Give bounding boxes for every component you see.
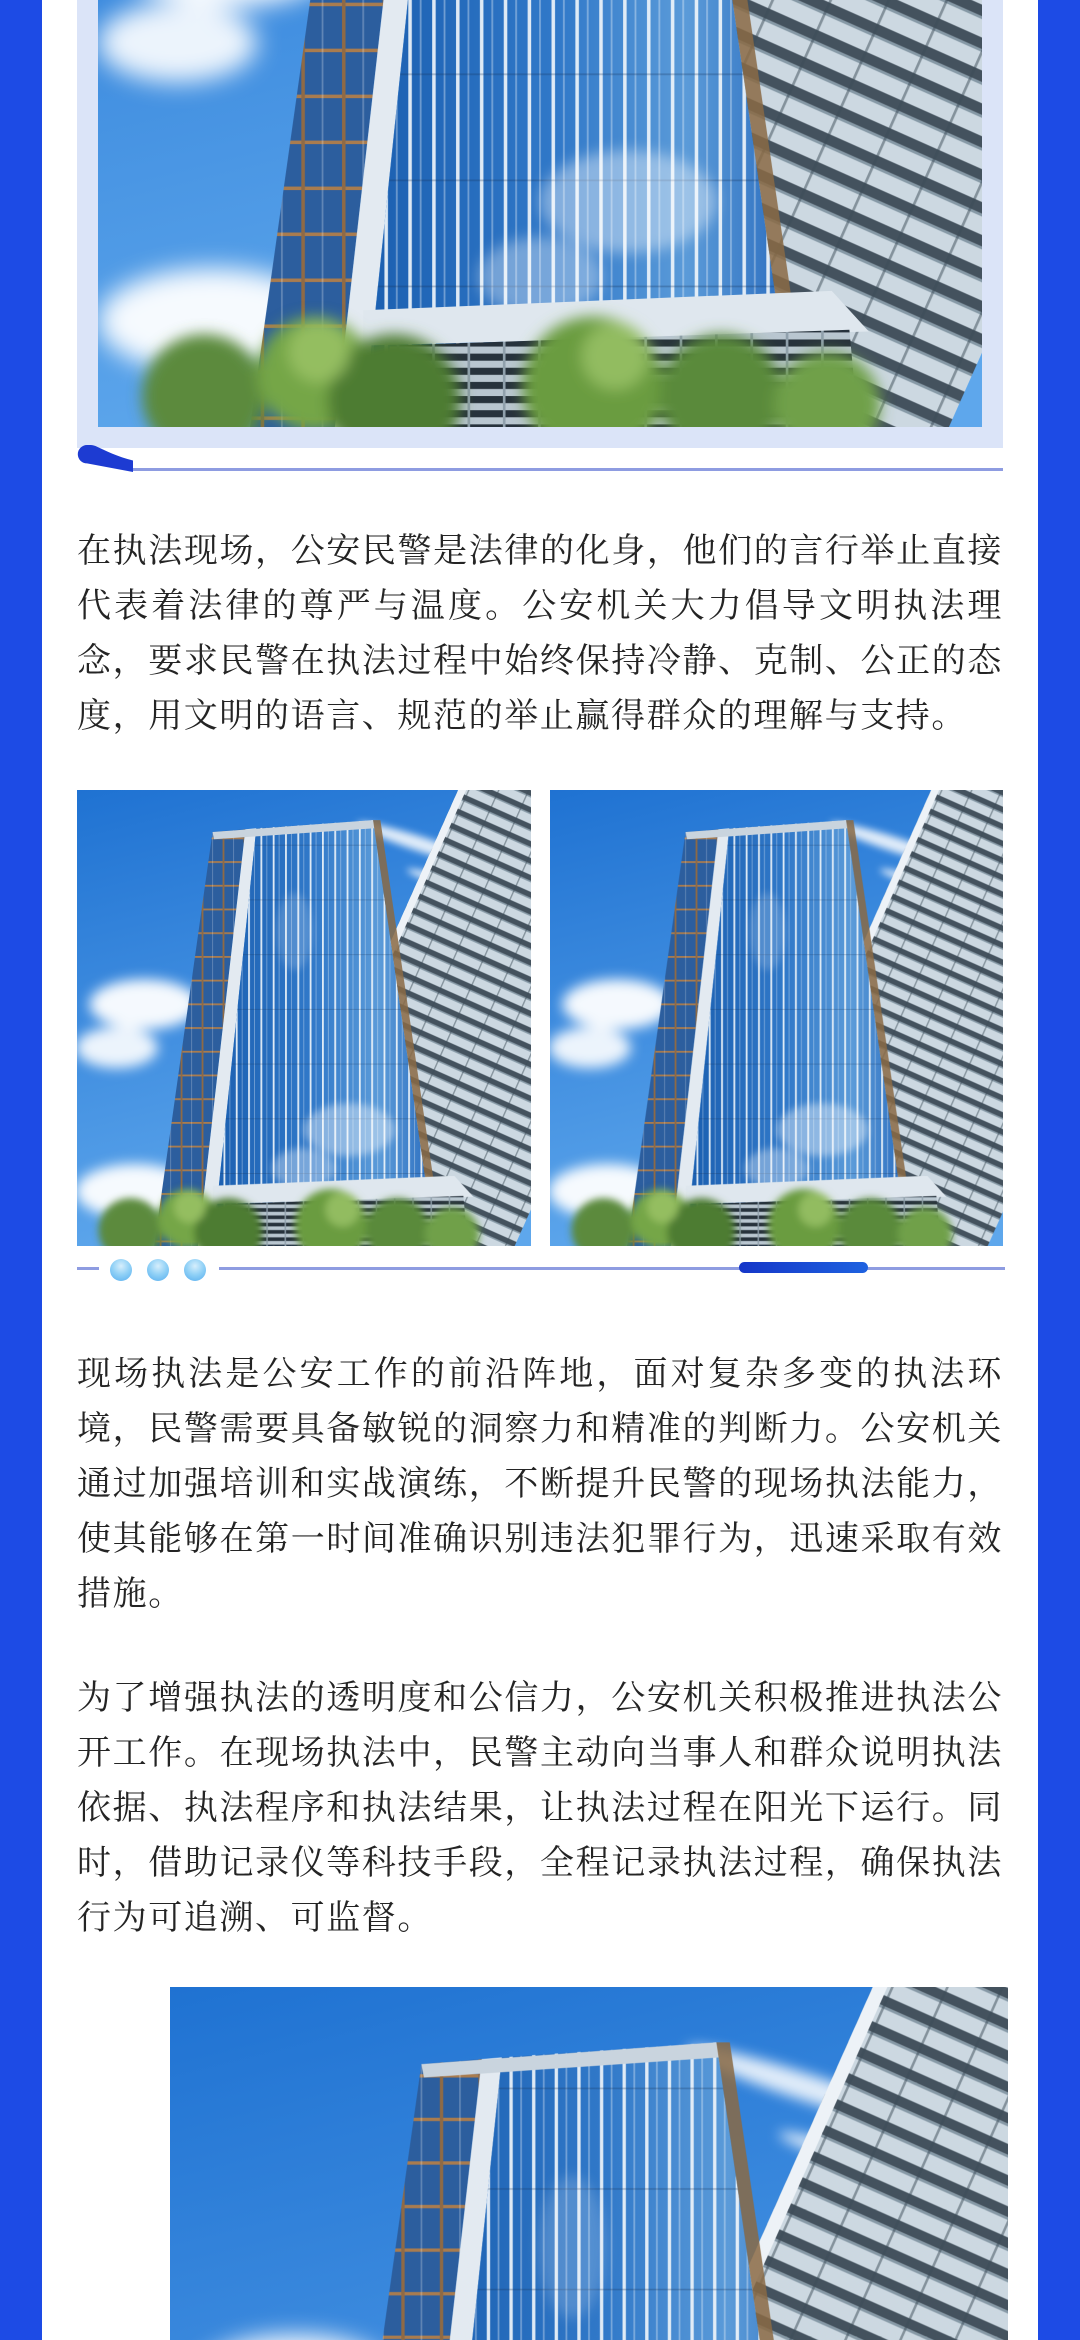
- divider-line: [133, 468, 1003, 471]
- skyscraper-photo-left[interactable]: [77, 790, 531, 1246]
- dots-divider: [77, 1256, 1003, 1286]
- divider-line-long: [219, 1267, 1005, 1270]
- hero-image-frame: [77, 0, 1003, 448]
- skyscraper-photo-top[interactable]: [98, 0, 982, 427]
- divider-dot-1: [110, 1259, 132, 1281]
- page-right-border: [1038, 0, 1080, 2340]
- divider-teardrop-shape: [77, 444, 133, 472]
- image-pair: [77, 790, 1003, 1246]
- paragraph-onsite-enforcement: 现场执法是公安工作的前沿阵地，面对复杂多变的执法环境，民警需要具备敏锐的洞察力和精准的判断力。公安机关通过加强培训和实战演练，不断提升民警的现场执法能力，使其能够在第一时间准确识别违法犯罪行为，迅速采取有效措施。: [77, 1355, 1003, 1613]
- paragraph-transparency: 为了增强执法的透明度和公信力，公安机关积极推进执法公开工作。在现场执法中，民警主动向当事人和群众说明执法依据、执法程序和执法结果，让执法过程在阳光下运行。同时，借助记录仪等科技手段，全程记录执法过程，确保执法行为可追溯、可监督。: [77, 1679, 1003, 1937]
- page-left-border: [0, 0, 42, 2340]
- paragraph-civilized-enforcement: 在执法现场，公安民警是法律的化身，他们的言行举止直接代表着法律的尊严与温度。公安机关大力倡导文明执法理念，要求民警在执法过程中始终保持冷静、克制、公正的态度，用文明的语言、规范的举止赢得群众的理解与支持。: [77, 532, 1003, 735]
- divider-accent-bar: [739, 1262, 868, 1273]
- divider-dot-3: [184, 1259, 206, 1281]
- skyscraper-photo-right[interactable]: [550, 790, 1004, 1246]
- skyscraper-photo-bottom[interactable]: [170, 1987, 1008, 2340]
- section-divider: [77, 444, 1003, 476]
- divider-dash-left: [77, 1267, 99, 1270]
- divider-dot-2: [147, 1259, 169, 1281]
